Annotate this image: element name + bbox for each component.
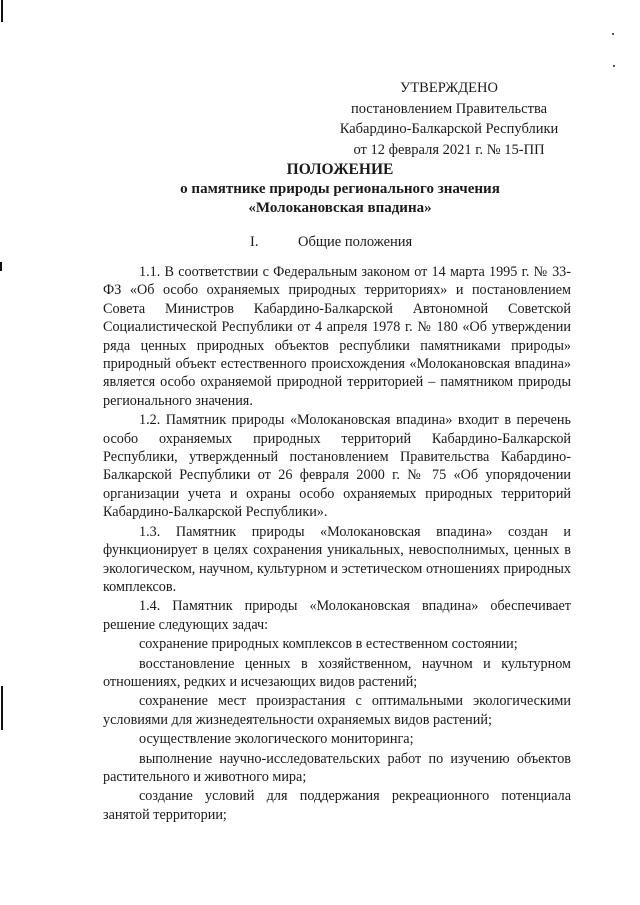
document-title-block xyxy=(90,160,590,218)
approval-label: УТВЕРЖДЕНО xyxy=(400,80,498,96)
task-item: создание условий для поддержания рекреационного потенциала занятой территории; xyxy=(103,788,571,823)
task-item: осуществление экологического мониторинга; xyxy=(139,731,414,748)
task-item: сохранение природных комплексов в естественном состоянии; xyxy=(139,636,518,653)
approval-stamp xyxy=(318,78,580,160)
section-heading xyxy=(250,233,450,252)
paragraph-1-1: 1.1. В соответствии с Федеральным законом от 14 марта 1995 г. № 33-ФЗ «Об особо охраняемых природных территориях» и постановлением Совета Министров Кабардино-Балкарской Автономной Советской Социалистической Республики от 4 апреля 1978 г. № 180 «Об утверждении ряда ценных природных объектов республики памятниками природы» природный объект естественного происхождения «Молокановская впадина» является особо охраняемой природной территорией – памятником природы регионального значения. xyxy=(103,264,571,409)
task-item: сохранение мест произрастания с оптимальными экологическими условиями для жизнедеятельности охраняемых видов растений; xyxy=(103,693,571,728)
paragraph-1-3: 1.3. Памятник природы «Молокановская впадина» создан и функционирует в целях сохранения уникальных, невосполнимых, ценных в экологическом, научном, культурном и эстетическом отношениях природных комплексов. xyxy=(103,523,571,595)
approval-authority: постановлением Правительства xyxy=(350,100,548,117)
task-item: восстановление ценных в хозяйственном, научном и культурном отношениях, редких и исчезающих видов растений; xyxy=(103,655,571,690)
paragraph-1-2: 1.2. Памятник природы «Молокановская впадина» входит в перечень особо охраняемых природных территорий Кабардино-Балкарской Республики, утвержденный постановлением Правительства Кабардино-Балкарской Республики от 26 февраля 2000 г. № 75 «Об упорядочении организации учета и охраны особо охраняемых природных территорий Кабардино-Балкарской Республики». xyxy=(103,412,571,521)
scan-speck-1 xyxy=(612,33,614,35)
scan-speck-2 xyxy=(613,65,615,67)
section-number: I. xyxy=(250,234,259,250)
scan-edge-mark-bottom xyxy=(1,686,3,730)
document-body xyxy=(103,263,571,825)
document-object-name: «Молокановская впадина» xyxy=(248,200,432,216)
scan-edge-mark-middle xyxy=(0,262,2,271)
paragraph-1-4: 1.4. Памятник природы «Молокановская впадина» обеспечивает решение следующих задач: xyxy=(103,598,571,633)
scan-edge-mark-top xyxy=(1,0,3,22)
approval-date-number: от 12 февраля 2021 г. № 15-ПП xyxy=(353,141,545,158)
task-item: выполнение научно-исследовательских работ по изучению объектов растительного и животного мира; xyxy=(103,750,571,785)
approval-region: Кабардино-Балкарской Республики xyxy=(339,121,559,137)
document-title: ПОЛОЖЕНИЕ xyxy=(286,161,394,178)
document-subtitle: о памятнике природы регионального значения xyxy=(180,181,500,197)
section-title: Общие положения xyxy=(298,234,413,250)
